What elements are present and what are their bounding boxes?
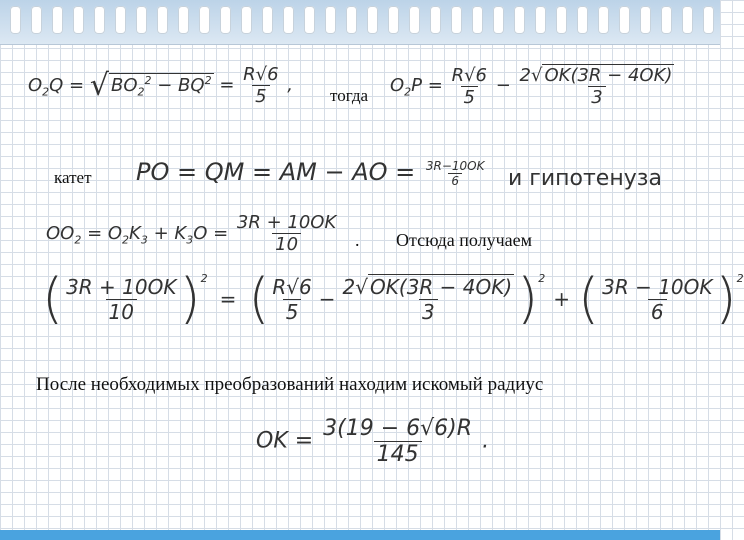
binding-ring	[31, 6, 42, 34]
binding-ring	[409, 6, 420, 34]
period: .	[355, 230, 360, 250]
binding-ring	[451, 6, 462, 34]
formula-equation: ( $\frac{3R + 10OK}{10}$ ) $^2$ = ( $\frac{R√6}{5}$ − $\frac{2√ OK(3R - 4OK)}{3}$ ) $^2$ + ( $\frac{3R - 10OK}{6}$ ) $^2$	[42, 267, 744, 330]
binding-ring	[304, 6, 315, 34]
formula-oo2: $OO_2 = O_2K_3 + K_3O$ = $\frac{3R + 10OK}{10}$	[46, 212, 337, 255]
binding-ring	[430, 6, 441, 34]
binding-ring	[598, 6, 609, 34]
text-hypotenuse: и гипотенуза	[508, 166, 662, 191]
text-leg: катет	[54, 168, 92, 187]
binding-ring	[241, 6, 252, 34]
binding-ring	[367, 6, 378, 34]
binding-ring	[115, 6, 126, 34]
binding-ring	[472, 6, 483, 34]
binding-ring	[10, 6, 21, 34]
binding-ring	[682, 6, 693, 34]
binding-ring	[220, 6, 231, 34]
binding-ring	[157, 6, 168, 34]
binding-ring	[535, 6, 546, 34]
notebook-bottom-band	[0, 530, 720, 540]
binding-ring	[136, 6, 147, 34]
binding-ring	[703, 6, 714, 34]
binding-ring	[325, 6, 336, 34]
formula-result: OK = $\frac{3(19 - 6√6)R}{145}$ .	[256, 416, 490, 467]
formula-o2q: $O_2Q$ = √ $BO_2^2 - BQ^2$ = $\frac{R√6}{5}$ ,	[28, 64, 294, 107]
binding-ring	[283, 6, 294, 34]
text-hence: Отсюда получаем	[396, 230, 533, 250]
binding-ring	[556, 6, 567, 34]
formula-po: PO = QM = AM − AO = $\frac{3R-10OK}{6}$	[136, 158, 485, 188]
binding-ring	[640, 6, 651, 34]
binding-ring	[52, 6, 63, 34]
text-then: тогда	[330, 86, 369, 105]
binding-ring	[346, 6, 357, 34]
binding-ring	[73, 6, 84, 34]
binding-ring	[199, 6, 210, 34]
notebook-top-band	[0, 0, 720, 45]
binding-ring	[178, 6, 189, 34]
binding-ring	[619, 6, 630, 34]
binding-ring	[661, 6, 672, 34]
formula-o2p: $O_2P$ = $\frac{R√6}{5}$ − $\frac{2√ OK(3R - 4OK)}{3}$	[390, 64, 673, 108]
binding-ring	[493, 6, 504, 34]
binding-ring	[577, 6, 588, 34]
text-conclusion: После необходимых преобразований находим искомый радиус	[36, 374, 544, 395]
binding-ring	[514, 6, 525, 34]
binding-ring	[262, 6, 273, 34]
binding-ring	[94, 6, 105, 34]
binding-ring	[388, 6, 399, 34]
